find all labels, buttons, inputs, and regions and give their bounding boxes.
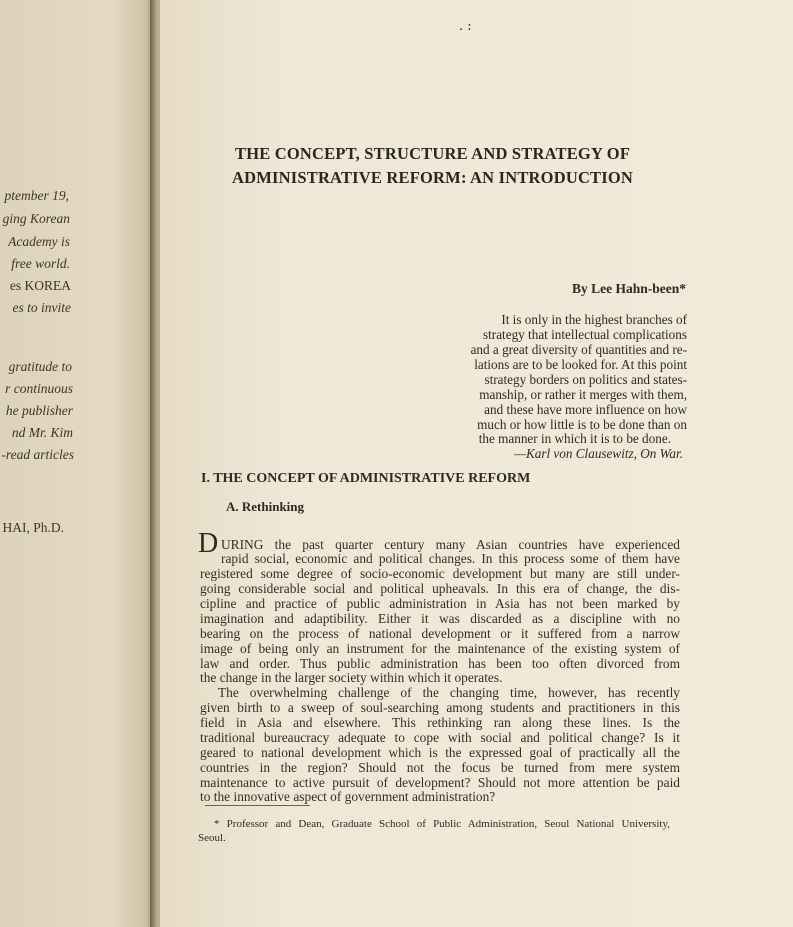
body-line: image of being only an instrument for the maintenance of the existing system of <box>200 641 680 656</box>
facing-page-line: nd Mr. Kim <box>11 425 73 440</box>
body-line: going considerable social and political upheavals. In this era of change, the dis- <box>200 581 680 596</box>
body-line: traditional bureaucracy adequate to cope with social and political change? Is it <box>200 730 680 745</box>
footnote-rule <box>205 805 310 806</box>
header-mark: . : <box>459 19 472 34</box>
epigraph-line: lations are to be looked for. At this point <box>474 357 687 372</box>
facing-page-line: -read articles <box>1 447 74 462</box>
epigraph-line: much or how little is to be done than on <box>477 417 687 432</box>
body-line: law and order. Thus public administration has been too often divorced from <box>200 656 680 671</box>
body-line: field in Asia and elsewhere. This rethinking ran along these lines. Is the <box>200 715 680 730</box>
epigraph-line: It is only in the highest branches of <box>501 312 687 327</box>
facing-page-line: free world. <box>11 256 70 271</box>
section-heading: I. THE CONCEPT OF ADMINISTRATIVE REFORM <box>201 471 531 486</box>
body-line: bearing on the process of national development or it suffered from a narrow <box>200 626 680 641</box>
facing-page-line: es KOREA <box>9 278 71 293</box>
footnote-line-2: Seoul. <box>198 832 226 844</box>
facing-page-line: ptember 19, <box>4 188 69 203</box>
body-line: to the innovative aspect of government administration? <box>200 789 496 804</box>
body-line: maintenance to active pursuit of development? Should not more attention be paid <box>200 775 680 790</box>
body-line: The overwhelming challenge of the changing time, however, has recently <box>218 685 680 700</box>
body-line: URING the past quarter century many Asian countries have experienced <box>221 537 680 552</box>
facing-page <box>0 0 158 927</box>
body-line: cipline and practice of public administration in Asia has not been marked by <box>200 596 680 611</box>
epigraph-line: manship, or rather it merges with them, <box>479 387 687 402</box>
body-line: registered some degree of socio-economic development but many are still under- <box>200 566 680 581</box>
body-line: imagination and adaptibility. Either it was discarded as a discipline with no <box>200 611 680 626</box>
body-line: countries in the region? Should not the focus be turned from mere system <box>200 760 680 775</box>
facing-page-line: es to invite <box>12 300 71 315</box>
article-title-line-2: ADMINISTRATIVE REFORM: AN INTRODUCTION <box>232 168 634 187</box>
epigraph-attribution: —Karl von Clausewitz, On War. <box>514 446 683 461</box>
facing-page-line: he publisher <box>5 403 73 418</box>
epigraph-line: and these have more influence on how <box>484 402 687 417</box>
facing-page-line: gratitude to <box>8 359 72 374</box>
body-line: geared to national development which is the expressed goal of practically all the <box>200 745 680 760</box>
body-line: the change in the larger society within which it operates. <box>200 670 503 685</box>
author-byline: By Lee Hahn-been* <box>571 281 686 296</box>
drop-cap: D <box>198 528 219 559</box>
epigraph-line: strategy borders on politics and states- <box>484 372 687 387</box>
facing-page-line: ging Korean <box>2 211 70 226</box>
body-line: rapid social, economic and political changes. In this process some of them have <box>221 551 680 566</box>
epigraph-line: strategy that intellectual complications <box>483 327 687 342</box>
epigraph-line: the manner in which it is to be done. <box>478 431 671 446</box>
body-line: given birth to a sweep of soul-searching among students and practitioners in this <box>200 700 680 715</box>
facing-page-line: r continuous <box>5 381 73 396</box>
footnote-line-1: * Professor and Dean, Graduate School of Public Administration, Seoul National University, <box>214 818 670 830</box>
facing-page-line: Academy is <box>8 234 70 249</box>
article-title-line-1: THE CONCEPT, STRUCTURE AND STRATEGY OF <box>235 144 631 163</box>
subsection-heading: A. Rethinking <box>226 499 305 514</box>
epigraph-line: and a great diversity of quantities and re- <box>470 342 687 357</box>
facing-page-signature: HAI, Ph.D. <box>2 520 64 535</box>
